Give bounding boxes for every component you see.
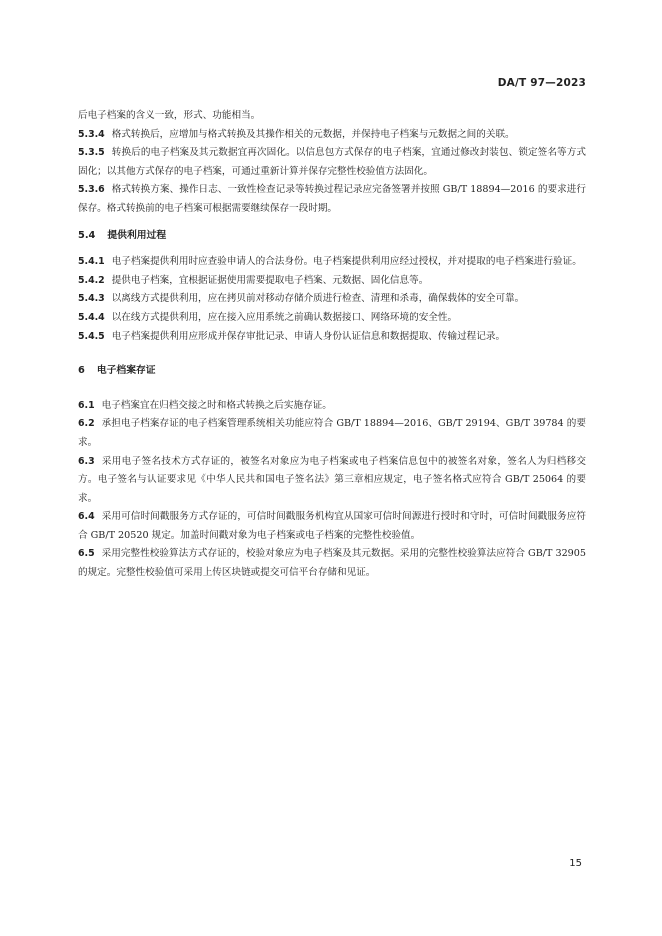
section-title: 提供利用过程	[107, 229, 167, 241]
clause-5-3-4	[78, 126, 586, 145]
clause-5-4-5	[78, 328, 586, 347]
clause-text: 电子档案宜在归档交接之时和格式转换之后实施存证。	[101, 399, 332, 411]
clause-number: 6.3	[78, 455, 95, 467]
clause-6-4	[78, 508, 586, 545]
clause-number: 6.4	[78, 511, 95, 523]
clause-number: 6.2	[78, 418, 95, 430]
clause-text: 转换后的电子档案及其元数据宜再次固化。以信息包方式保存的电子档案，宜通过修改封装包、锁定签名等方式固化；以其他方式保存的电子档案，可通过重新计算并保存完整性校验值方法固化。	[78, 147, 586, 177]
clause-number: 5.4.4	[78, 311, 105, 323]
clause-text: 以离线方式提供利用，应在拷贝前对移动存储介质进行检查、清理和杀毒，确保载体的安全可靠。	[111, 293, 525, 305]
clause-number: 5.4.3	[78, 293, 105, 305]
section-heading-5-4	[78, 227, 586, 246]
document-code: DA/T 97—2023	[497, 77, 586, 89]
clause-text: 电子档案提供利用应形成并保存审批记录、申请人身份认证信息和数据提取、传输过程记录。	[111, 330, 506, 342]
clause-number: 6.5	[78, 548, 95, 560]
page-number: 15	[569, 858, 582, 869]
clause-text: 电子档案提供利用时应查验申请人的合法身份。电子档案提供利用应经过授权，并对提取的电子档案进行验证。	[111, 256, 582, 268]
clause-text: 承担电子档案存证的电子档案管理系统相关功能应符合 GB/T 18894—2016、GB/T 29194、GB/T 39784 的要求。	[78, 418, 586, 448]
section-heading-6	[78, 362, 586, 381]
clause-text: 提供电子档案，宜根据证据使用需要提取电子档案、元数据、固化信息等。	[111, 274, 429, 286]
clause-number: 6.1	[78, 399, 95, 411]
clause-text: 格式转换方案、操作日志、一致性检查记录等转换过程记录应完备签署并按照 GB/T 18894—2016 的要求进行保存。格式转换前的电子档案可根据需要继续保存一段时期。	[78, 184, 586, 214]
section-title: 电子档案存证	[96, 365, 156, 377]
clause-5-3-5	[78, 144, 586, 181]
clause-5-4-3	[78, 290, 586, 309]
document-body	[78, 107, 586, 583]
clause-6-3	[78, 453, 586, 509]
clause-number: 5.3.6	[78, 184, 105, 196]
clause-text: 采用电子签名技术方式存证的，被签名对象应为电子档案或电子档案信息包中的被签名对象，签名人为归档移交方。电子签名与认证要求见《中华人民共和国电子签名法》第三章相应规定，电子签名格式应符合 GB/T 25064 的要求。	[78, 455, 586, 504]
clause-number: 5.3.5	[78, 147, 105, 159]
clause-number: 5.4.2	[78, 274, 105, 286]
clause-text: 以在线方式提供利用，应在接入应用系统之前确认数据接口、网络环境的安全性。	[111, 311, 458, 323]
clause-5-4-1	[78, 253, 586, 272]
paragraph-text: 后电子档案的含义一致，形式、功能相当。	[78, 110, 261, 121]
clause-6-1	[78, 397, 586, 416]
clause-5-3-6	[78, 181, 586, 218]
clause-text: 采用可信时间戳服务方式存证的，可信时间戳服务机构宜从国家可信时间源进行授时和守时，可信时间戳服务应符合 GB/T 20520 规定。加盖时间戳对象为电子档案或电子档案的完整性校验值。	[78, 511, 586, 541]
clause-5-4-2	[78, 272, 586, 291]
clause-text: 格式转换后，应增加与格式转换及其操作相关的元数据，并保持电子档案与元数据之间的关联。	[111, 128, 515, 140]
clause-6-2	[78, 415, 586, 452]
clause-6-5	[78, 545, 586, 582]
clause-5-4-4	[78, 309, 586, 328]
clause-text: 采用完整性校验算法方式存证的，校验对象应为电子档案及其元数据。采用的完整性校验算法应符合 GB/T 32905 的规定。完整性校验值可采用上传区块链或提交可信平台存储和见证。	[78, 548, 586, 579]
paragraph-continuation	[78, 107, 586, 126]
section-number: 6	[78, 365, 85, 377]
clause-number: 5.4.5	[78, 330, 105, 342]
clause-number: 5.4.1	[78, 256, 105, 268]
section-number: 5.4	[78, 229, 96, 241]
clause-number: 5.3.4	[78, 128, 105, 140]
